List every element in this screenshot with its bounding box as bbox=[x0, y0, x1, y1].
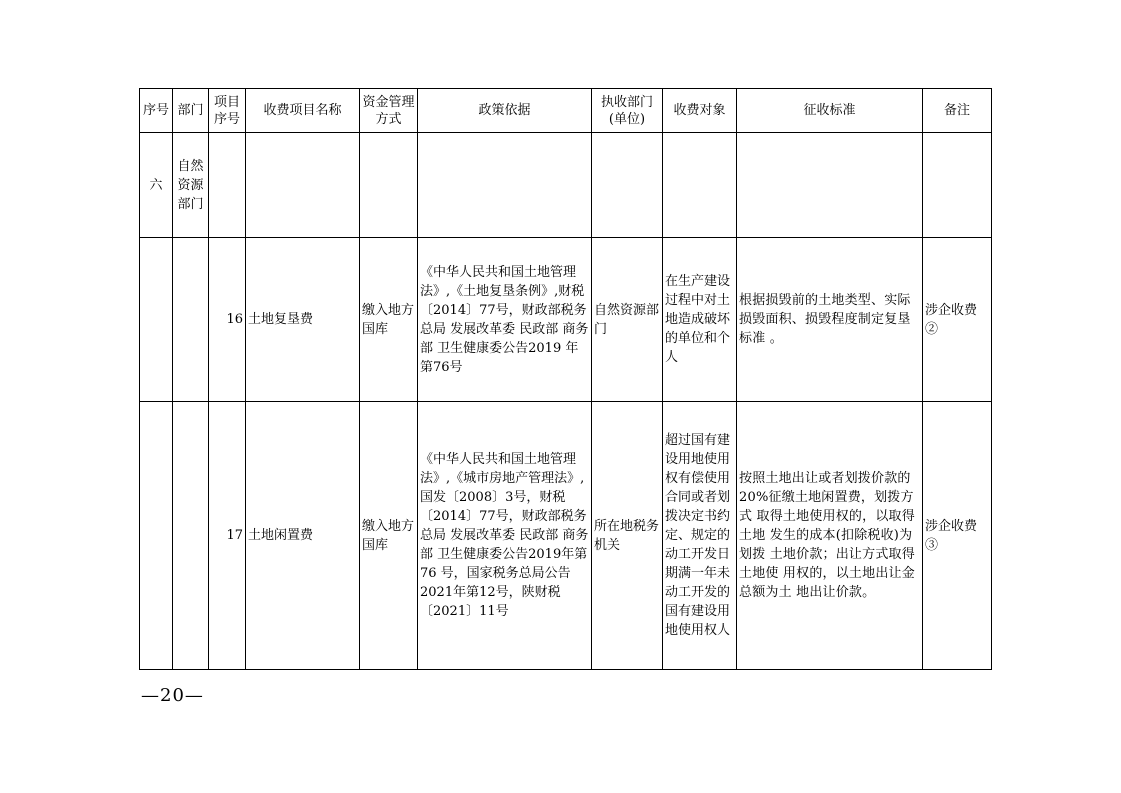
item-seq: 17 bbox=[209, 402, 246, 670]
fee-standard: 根据损毁前的土地类型、实际损毁面积、损毁程度制定复垦标准 。 bbox=[737, 238, 923, 402]
header-seq: 序号 bbox=[140, 89, 173, 133]
remarks: 涉企收费② bbox=[923, 238, 992, 402]
item-name: 土地闲置费 bbox=[246, 402, 360, 670]
table-row bbox=[140, 402, 992, 670]
header-item-seq: 项目序号 bbox=[209, 89, 246, 133]
header-policy: 政策依据 bbox=[418, 89, 592, 133]
remarks: 涉企收费③ bbox=[923, 402, 992, 670]
exec-dept: 自然资源部门 bbox=[592, 238, 663, 402]
header-standard: 征收标准 bbox=[737, 89, 923, 133]
header-exec-dept: 执收部门(单位) bbox=[592, 89, 663, 133]
exec-dept: 所在地税务机关 bbox=[592, 402, 663, 670]
section-row bbox=[140, 133, 992, 238]
fee-target: 在生产建设过程中对土地造成破坏的单位和个人 bbox=[663, 238, 737, 402]
item-seq: 16 bbox=[209, 238, 246, 402]
section-seq: 六 bbox=[140, 133, 173, 238]
policy-basis: 《中华人民共和国土地管理法》,《土地复垦条例》,财税〔2014〕77号，财政部税务总局 发展改革委 民政部 商务部 卫生健康委公告2019 年第76号 bbox=[418, 238, 592, 402]
policy-basis: 《中华人民共和国土地管理法》,《城市房地产管理法》, 国发〔2008〕3号，财税〔2014〕77号，财政部税务总局 发展改革委 民政部 商务部 卫生健康委公告2019年第76 号，国家税务总局公告2021年第12号，陕财税〔2021〕11号 bbox=[418, 402, 592, 670]
header-dept: 部门 bbox=[173, 89, 209, 133]
header-item-name: 收费项目名称 bbox=[246, 89, 360, 133]
header-target: 收费对象 bbox=[663, 89, 737, 133]
fund-mgmt: 缴入地方国库 bbox=[360, 402, 418, 670]
page-number: —20— bbox=[141, 685, 204, 706]
header-row bbox=[140, 89, 992, 133]
fee-standard: 按照土地出让或者划拨价款的20%征缴土地闲置费，划拨方式 取得土地使用权的，以取得土地 发生的成本(扣除税收)为划拨 土地价款；出让方式取得土地使 用权的，以土地出让金总额为土 地出让价款。 bbox=[737, 402, 923, 670]
fee-table bbox=[139, 88, 992, 670]
fee-target: 超过国有建设用地使用权有偿使用合同或者划拨决定书约定、规定的动工开发日期满一年未动工开发的国有建设用地使用权人 bbox=[663, 402, 737, 670]
header-fund-mgmt: 资金管理方式 bbox=[360, 89, 418, 133]
fund-mgmt: 缴入地方国库 bbox=[360, 238, 418, 402]
item-name: 土地复垦费 bbox=[246, 238, 360, 402]
table-row bbox=[140, 238, 992, 402]
section-dept: 自然资源部门 bbox=[173, 133, 209, 238]
header-remarks: 备注 bbox=[923, 89, 992, 133]
